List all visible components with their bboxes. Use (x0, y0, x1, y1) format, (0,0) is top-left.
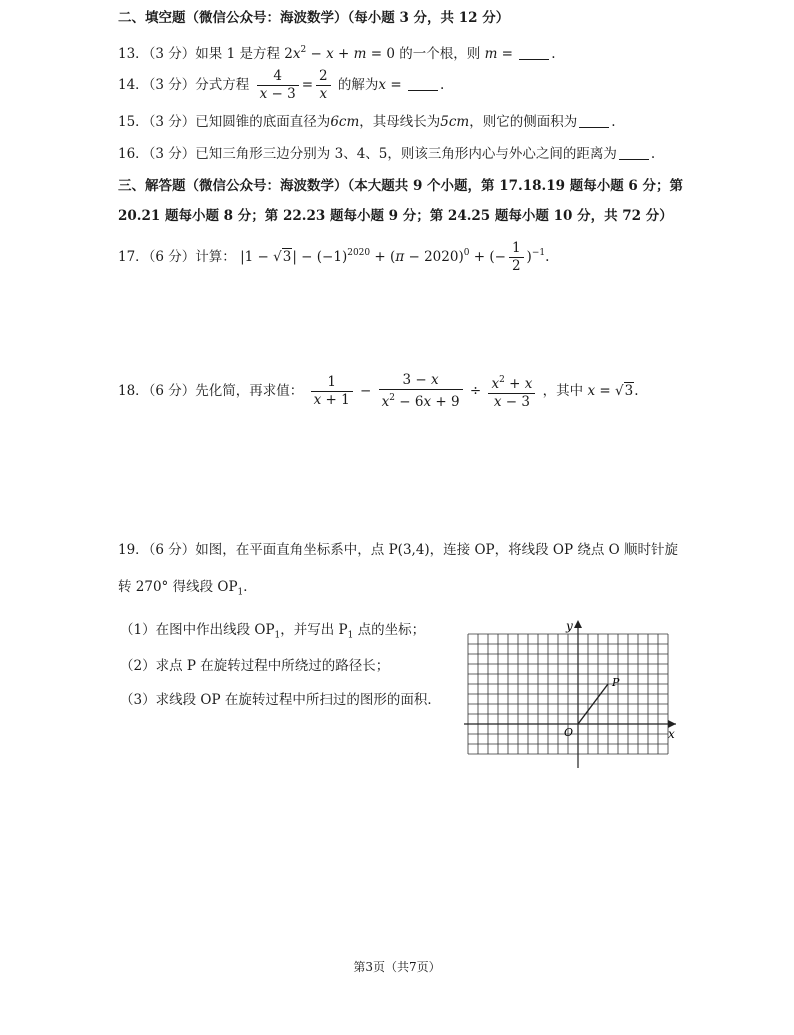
q18-expression: $\frac{1}{x + 1}$ − $\frac{3 - x}{x^2 - 6x + 9}$ ÷ $\frac{x^2 + x}{x - 3}$ (308, 383, 539, 399)
section3-heading-line2: 20.21 题每小题 8 分；第 22.23 题每小题 9 分；第 24.25 题每小题 10 分，共 72 分） (118, 208, 673, 224)
q17-expression: $|1 - √3| - (-1)^{2020} + (\pi - 2020)^0$ + (− $\frac{1}{2}$ )$^{-1}$ (240, 240, 546, 274)
q14-blank (408, 76, 438, 91)
q13-tail: 的一个根，则 (399, 46, 481, 62)
q14-fraction-left: $\frac{4}{x - 3}$ (257, 68, 299, 103)
question-19-line1: 19．（6 分）如图，在平面直角坐标系中，点 P(3,4)，连接 OP，将线段 OP 绕点 O 顺时针旋 (118, 542, 679, 558)
q13-lead: 13．（3 分）如果 1 是方程 (118, 46, 280, 62)
q15-blank (579, 113, 609, 128)
question-18: 18．（6 分）先化简，再求值： $\frac{1}{x + 1}$ − $\frac{3 - x}{x^2 - 6x + 9}$ ÷ $\frac{x^2 + x}{x - 3}$ ，其中 x = √3. (118, 372, 639, 410)
question-19-part3: （3）求线段 OP 在旋转过程中所扫过的图形的面积． (120, 692, 441, 708)
q16-blank (619, 145, 649, 160)
question-16: 16．（3 分）已知三角形三边分别为 3、4、5，则该三角形内心与外心之间的距离为 . (118, 146, 656, 162)
point-p-label: P (612, 676, 620, 689)
y-axis-label: y (566, 619, 573, 633)
question-13: 13．（3 分）如果 1 是方程 $2x^2 - x + m = 0$ 的一个根，则 m = . (118, 45, 556, 62)
question-19-line2: 转 270° 得线段 $OP_1$． (118, 579, 257, 598)
q13-m: m (484, 46, 498, 62)
q13-equation: $2x^2 - x + m = 0$ (284, 45, 395, 62)
question-19-part1: （1）在图中作出线段 $OP_1$，并写出 $P_1$ 点的坐标； (120, 622, 426, 641)
q15-diameter: 6cm (330, 114, 360, 130)
question-14: 14．（3 分）分式方程 $\frac{4}{x - 3}$ = $\frac{2}{x}$ 的解为x = . (118, 68, 445, 102)
q14-tail: 的解为 (337, 77, 379, 93)
question-15: 15．（3 分）已知圆锥的底面直径为6cm，其母线长为5cm，则它的侧面积为 . (118, 114, 616, 130)
q15-slant: 5cm (440, 114, 470, 130)
origin-label: O (564, 726, 574, 739)
x-axis-label: x (668, 727, 675, 741)
section2-heading: 二、填空题（微信公众号：海波数学）（每小题 3 分，共 12 分） (118, 10, 510, 26)
section3-heading-line1: 三、解答题（微信公众号：海波数学）（本大题共 9 个小题，第 17.18.19 题每小题 6 分；第 (118, 178, 683, 194)
question-19-part2: （2）求点 P 在旋转过程中所绕过的路径长； (120, 658, 390, 674)
page-footer: 第3页（共7页） (353, 960, 441, 974)
coordinate-grid-figure (462, 618, 682, 770)
q14-fraction-right: $\frac{2}{x}$ (316, 68, 331, 103)
question-17: 17．（6 分）计算： $|1 - √3| - (-1)^{2020} + (\pi - 2020)^0$ + (− $\frac{1}{2}$ )$^{-1}$. (118, 240, 550, 274)
q14-lead: 14．（3 分）分式方程 (118, 77, 250, 93)
q13-blank (519, 45, 549, 60)
